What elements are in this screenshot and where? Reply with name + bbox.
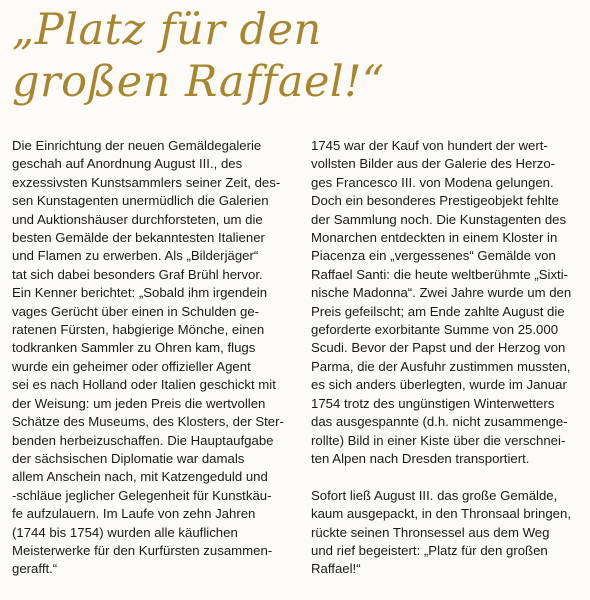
text-line: Meisterwerke für den Kurfürsten zusammen- [12, 542, 273, 558]
text-line: Sofort ließ August III. das große Gemälde, [311, 487, 558, 503]
text-line: ten Alpen nach Dresden transportiert. [311, 450, 530, 466]
text-line: ratenen Fürsten, habgierige Mönche, einen [12, 322, 265, 338]
text-line: Monarchen entdeckten in einem Kloster in [311, 230, 558, 246]
right-text-column [311, 137, 583, 579]
paragraph-spacer [311, 468, 583, 486]
text-line: Die Einrichtung der neuen Gemäldegalerie [12, 138, 262, 153]
text-line: geschah auf Anordnung August III., des [12, 156, 243, 172]
text-line: der sächsischen Diplomatie war damals [12, 450, 245, 466]
text-line: geforderte exorbitante Summe von 25.000 [311, 322, 559, 338]
title-line-2: großen Raffael!“ [12, 57, 385, 107]
text-line: todkranken Sammler zu Ohren kam, flugs [12, 340, 256, 356]
text-line: kaum ausgepackt, in den Thronsaal bringen, [311, 506, 572, 522]
text-line: es sich anders überlegten, wurde im Januar [311, 377, 567, 393]
text-line: das ausgespannte (d.h. nicht zusammenge- [311, 414, 568, 430]
text-line: gerafft.“ [12, 561, 58, 577]
text-line: 1754 trotz des ungünstigen Winterwetters [311, 395, 555, 411]
text-line: Doch ein besonderes Prestigeobjekt fehlte [311, 193, 559, 209]
text-line: Preis gefeilscht; am Ende zahlte August die [311, 303, 565, 319]
text-line: -schläue jeglicher Gelegenheit für Kunstkäu- [12, 487, 272, 503]
text-line: Raffael!“ [311, 561, 361, 577]
text-line: fe aufzulauern. Im Laufe von zehn Jahren [12, 506, 256, 522]
text-line: sei es nach Holland oder Italien geschickt mit [12, 377, 276, 393]
text-line: rückte seinen Thronsessel aus dem Weg [311, 524, 550, 540]
text-line: und Auktionshäuser durchforsteten, um die [12, 211, 263, 227]
text-line: (1744 bis 1754) wurden alle käuflichen [12, 524, 238, 540]
text-line: der Sammlung noch. Die Kunstagenten des [311, 211, 567, 227]
paragraph-2 [311, 487, 583, 579]
text-line: nische Madonna“. Zwei Jahre wurde um den [311, 285, 572, 301]
text-line: vollsten Bilder aus der Galerie des Herzo- [311, 156, 556, 172]
text-line: Piacenza ein „vergessenes“ Gemälde von [311, 248, 556, 264]
text-line: ges Francesco III. von Modena gelungen. [311, 174, 554, 190]
text-line: Ein Kenner berichtet: „Sobald ihm irgendein [12, 285, 268, 301]
text-line: vages Gerücht über einen in Schulden ge- [12, 303, 260, 319]
text-line: sen Kunstagenten unermüdlich die Galerien [12, 193, 269, 209]
text-line: benden herbeizuschaffen. Die Hauptaufgabe [12, 432, 274, 448]
left-text-column [12, 137, 302, 579]
text-line: Raffael Santi: die heute weltberühmte „Sixti- [311, 266, 569, 282]
text-line: der Weisung: um jeden Preis die wertvollen [12, 395, 266, 411]
text-line: tat sich dabei besonders Graf Brühl hervor. [12, 266, 263, 282]
page-title [12, 4, 582, 108]
text-line: allem Anschein nach, mit Katzengeduld und [12, 469, 268, 485]
text-line: Schätze des Museums, des Klosters, der Ster- [12, 414, 284, 430]
text-line: rollte) Bild in einer Kiste über die verschnei- [311, 432, 566, 448]
text-line: besten Gemälde der bekanntesten Italiener [12, 230, 265, 246]
paragraph-1 [311, 137, 583, 468]
text-line: Scudi. Bevor der Papst und der Herzog von [311, 340, 566, 356]
text-line: 1745 war der Kauf von hundert der wert- [311, 138, 548, 153]
text-line: und Flamen zu erwerben. Als „Bilderjäger“ [12, 248, 259, 264]
text-line: exzessivsten Kunstsammlers seiner Zeit, des- [12, 174, 281, 190]
text-line: Parma, die der Ausfuhr zustimmen mussten, [311, 358, 571, 374]
title-line-1: „Platz für den [12, 5, 322, 55]
text-line: wurde ein geheimer oder offizieller Agent [12, 358, 251, 374]
text-line: und rief begeistert: „Platz für den großen [311, 542, 548, 558]
